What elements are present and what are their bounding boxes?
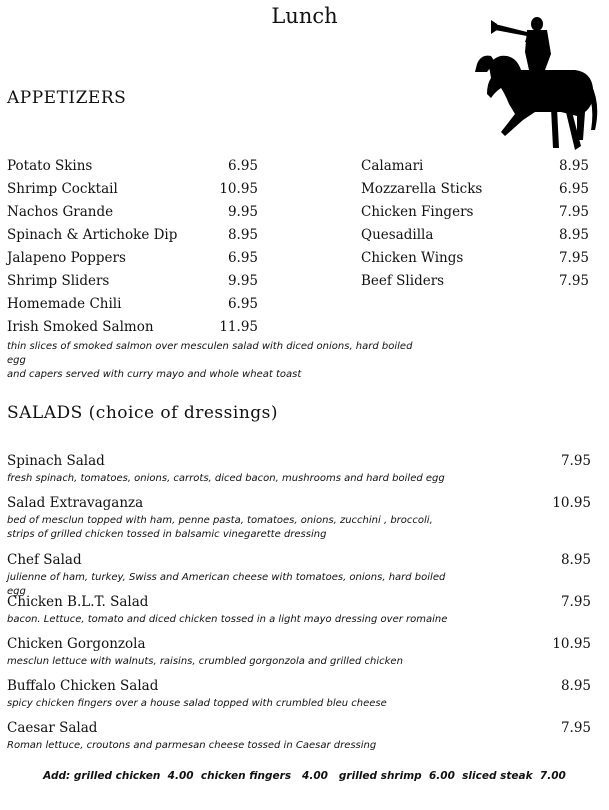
list-item [7, 181, 258, 204]
item-name: Calamari [361, 158, 424, 174]
appetizers-right-list [361, 158, 589, 296]
item-description: bacon. Lettuce, tomato and diced chicken tossed in a light mayo dressing over romaine [7, 614, 448, 625]
item-name: Homemade Chili [7, 296, 122, 312]
item-price: 6.95 [227, 158, 258, 174]
salad-item [7, 594, 591, 627]
list-item [361, 158, 589, 181]
item-description: strips of grilled chicken tossed in balsamic vinegarette dressing [7, 529, 327, 540]
salad-item [7, 636, 591, 669]
item-name: Chicken Wings [361, 250, 464, 266]
list-item [7, 227, 258, 250]
list-item [361, 273, 589, 296]
item-description: Roman lettuce, croutons and parmesan cheese tossed in Caesar dressing [7, 740, 377, 751]
item-name: Mozzarella Sticks [361, 181, 483, 197]
item-price: 8.95 [227, 227, 258, 243]
item-price: 6.95 [227, 250, 258, 266]
description-line: and capers served with curry mayo and whole wheat toast [7, 369, 302, 380]
list-item [7, 250, 258, 273]
item-price: 8.95 [560, 552, 591, 568]
item-name: Salad Extravaganza [7, 495, 144, 511]
item-name: Buffalo Chicken Salad [7, 678, 159, 694]
list-item [361, 250, 589, 273]
item-description: fresh spinach, tomatoes, onions, carrots, diced bacon, mushrooms and hard boiled egg [7, 473, 445, 484]
page-title: Lunch [271, 4, 338, 28]
salad-item [7, 552, 591, 599]
item-price: 6.95 [558, 181, 589, 197]
item-description: mesclun lettuce with walnuts, raisins, crumbled gorgonzola and grilled chicken [7, 656, 403, 667]
salad-item [7, 720, 591, 753]
item-price: 7.95 [560, 720, 591, 736]
item-description: julienne of ham, turkey, Swiss and American cheese with tomatoes, onions, hard boiled egg [7, 572, 446, 597]
salad-item [7, 678, 591, 711]
list-item [7, 319, 258, 342]
item-name: Chicken Fingers [361, 204, 474, 220]
item-price: 11.95 [219, 319, 258, 335]
list-item [7, 158, 258, 181]
add-ons-line: Add: grilled chicken 4.00 chicken fingers 4.00 grilled shrimp 6.00 sliced steak 7.00 [43, 770, 566, 782]
item-name: Shrimp Sliders [7, 273, 110, 289]
list-item [361, 204, 589, 227]
item-name: Shrimp Cocktail [7, 181, 118, 197]
item-price: 8.95 [558, 227, 589, 243]
appetizers-heading: APPETIZERS [7, 88, 127, 108]
item-description: bed of mesclun topped with ham, penne pasta, tomatoes, onions, zucchini , broccoli, [7, 515, 433, 526]
item-name: Spinach Salad [7, 453, 105, 469]
item-price: 7.95 [560, 594, 591, 610]
item-price: 10.95 [552, 636, 591, 652]
horse-rider-silhouette [465, 8, 600, 158]
item-name: Beef Sliders [361, 273, 445, 289]
item-name: Potato Skins [7, 158, 93, 174]
salmon-description [7, 340, 427, 382]
item-price: 9.95 [227, 273, 258, 289]
item-name: Chicken Gorgonzola [7, 636, 146, 652]
list-item [7, 204, 258, 227]
item-name: Chicken B.L.T. Salad [7, 594, 149, 610]
item-name: Quesadilla [361, 227, 434, 243]
item-description: spicy chicken fingers over a house salad topped with crumbled bleu cheese [7, 698, 387, 709]
list-item [7, 296, 258, 319]
item-name: Chef Salad [7, 552, 82, 568]
item-price: 10.95 [219, 181, 258, 197]
item-price: 6.95 [227, 296, 258, 312]
list-item [7, 273, 258, 296]
description-line: thin slices of smoked salmon over mesculen salad with diced onions, hard boiled egg [7, 341, 413, 366]
item-price: 8.95 [558, 158, 589, 174]
list-item [361, 227, 589, 250]
item-price: 7.95 [558, 273, 589, 289]
item-name: Spinach & Artichoke Dip [7, 227, 178, 243]
salad-item [7, 453, 591, 486]
salad-item [7, 495, 591, 542]
item-name: Nachos Grande [7, 204, 114, 220]
salads-heading: SALADS (choice of dressings) [7, 403, 279, 423]
item-name: Caesar Salad [7, 720, 98, 736]
item-name: Irish Smoked Salmon [7, 319, 154, 335]
item-price: 10.95 [552, 495, 591, 511]
item-price: 8.95 [560, 678, 591, 694]
item-price: 7.95 [560, 453, 591, 469]
item-price: 7.95 [558, 204, 589, 220]
item-name: Jalapeno Poppers [7, 250, 126, 266]
item-price: 9.95 [227, 204, 258, 220]
list-item [361, 181, 589, 204]
item-price: 7.95 [558, 250, 589, 266]
appetizers-left-list [7, 158, 258, 342]
